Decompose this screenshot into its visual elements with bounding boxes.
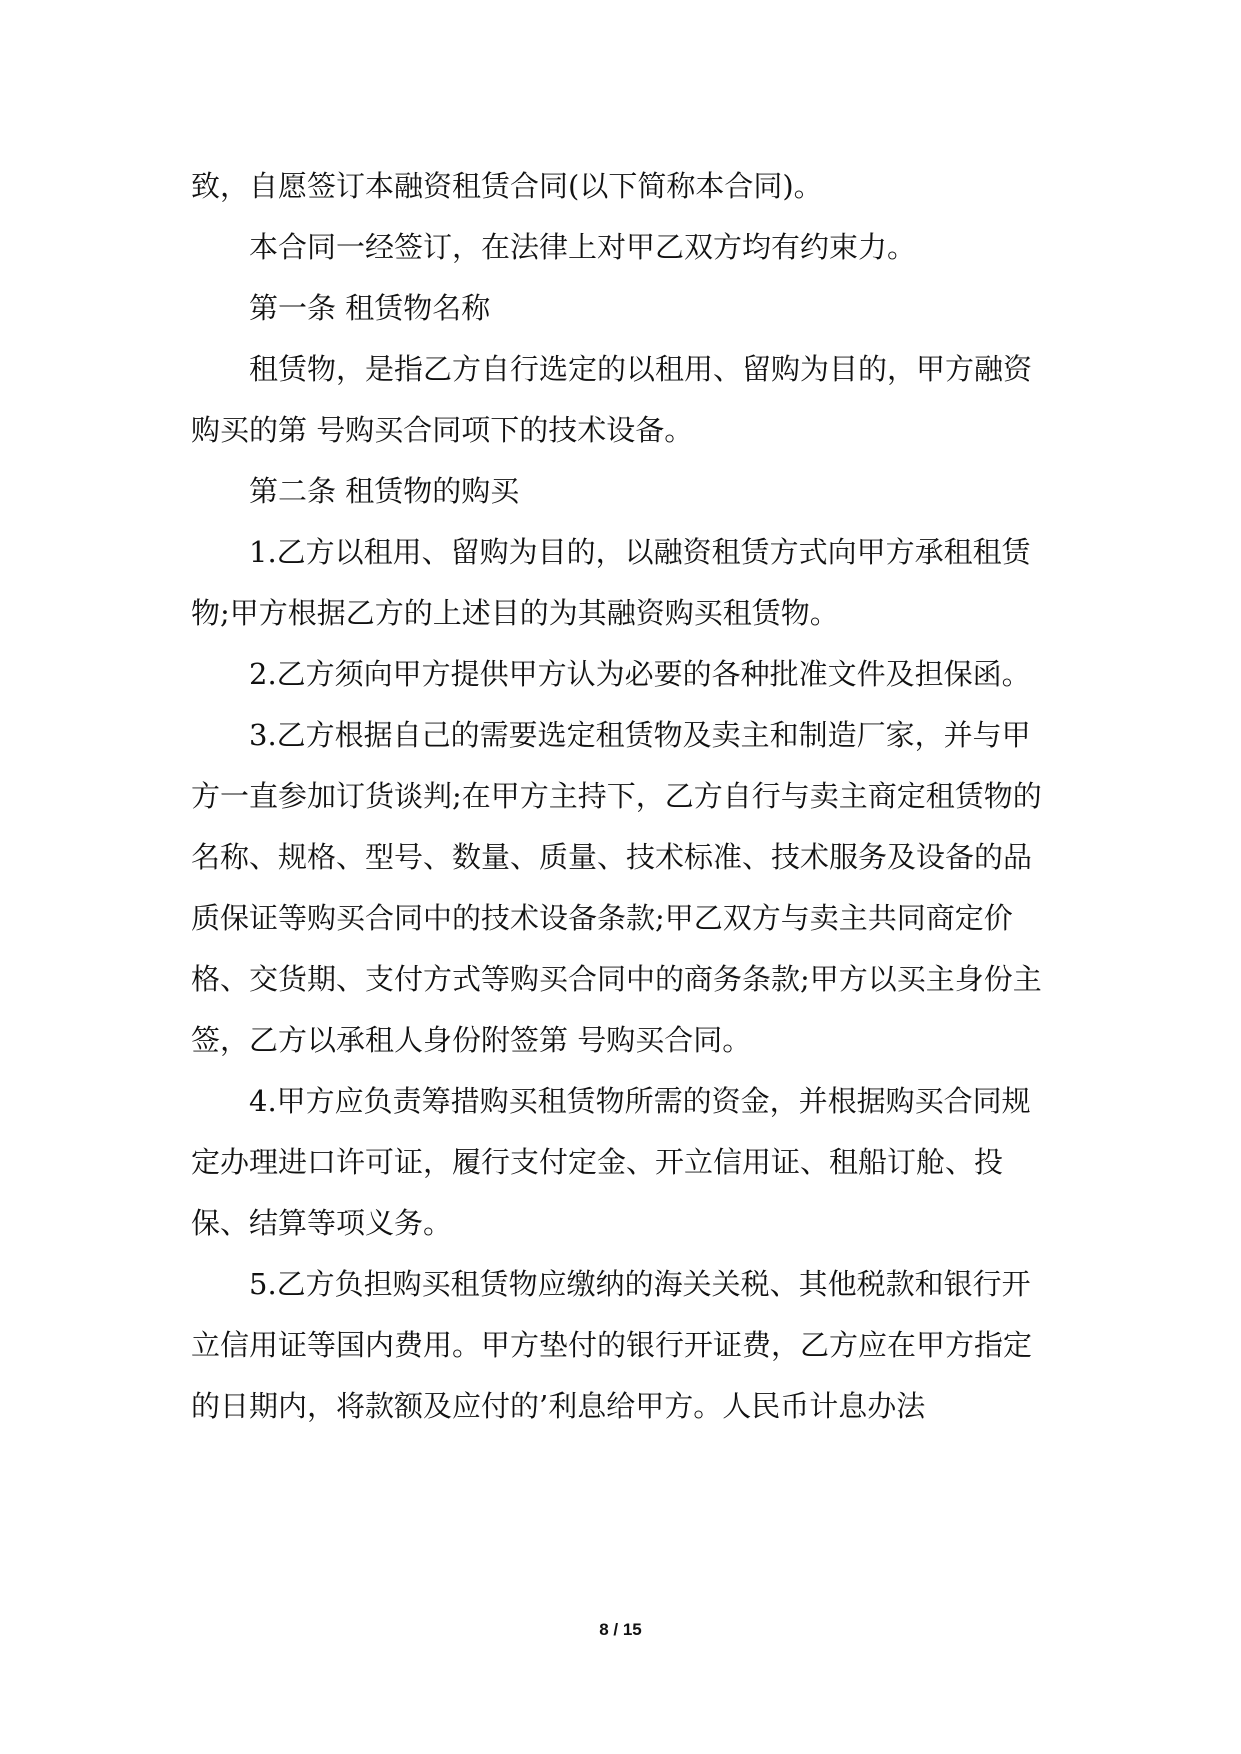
paragraph-binding-effect: 本合同一经签订，在法律上对甲乙双方均有约束力。 — [249, 230, 917, 264]
paragraph-continuation: 致，自愿签订本融资租赁合同(以下简称本合同)。 — [191, 169, 823, 203]
article-1-body: 租赁物，是指乙方自行选定的以租用、留购为目的，甲方融资购买的第 号购买合同项下的技术设备。 — [191, 352, 1033, 447]
article-2-clause-1: 1.乙方以租用、留购为目的，以融资租赁方式向甲方承租租赁物;甲方根据乙方的上述目的为其融资购买租赁物。 — [191, 535, 1031, 630]
article-2-heading: 第二条 租赁物的购买 — [249, 474, 520, 508]
article-2-clause-5: 5.乙方负担购买租赁物应缴纳的海关关税、其他税款和银行开立信用证等国内费用。甲方垫付的银行开证费，乙方应在甲方指定的日期内，将款额及应付的’利息给甲方。人民币计息办法 — [191, 1267, 1033, 1423]
article-2-clause-4: 4.甲方应负责筹措购买租赁物所需的资金，并根据购买合同规定办理进口许可证，履行支付定金、开立信用证、租船订舱、投保、结算等项义务。 — [191, 1084, 1031, 1240]
article-2-clause-2: 2.乙方须向甲方提供甲方认为必要的各种批准文件及担保函。 — [249, 657, 1031, 691]
document-body — [191, 156, 1059, 1437]
article-1-heading: 第一条 租赁物名称 — [249, 291, 491, 325]
page-number: 8 / 15 — [599, 1620, 642, 1639]
article-2-clause-3: 3.乙方根据自己的需要选定租赁物及卖主和制造厂家，并与甲方一直参加订货谈判;在甲方主持下，乙方自行与卖主商定租赁物的名称、规格、型号、数量、质量、技术标准、技术服务及设备的品质保证等购买合同中的技术设备条款;甲乙双方与卖主共同商定价格、交货期、支付方式等购买合同中的商务条款;甲方以买主身份主签，乙方以承租人身份附签第 号购买合同。 — [191, 718, 1042, 1057]
